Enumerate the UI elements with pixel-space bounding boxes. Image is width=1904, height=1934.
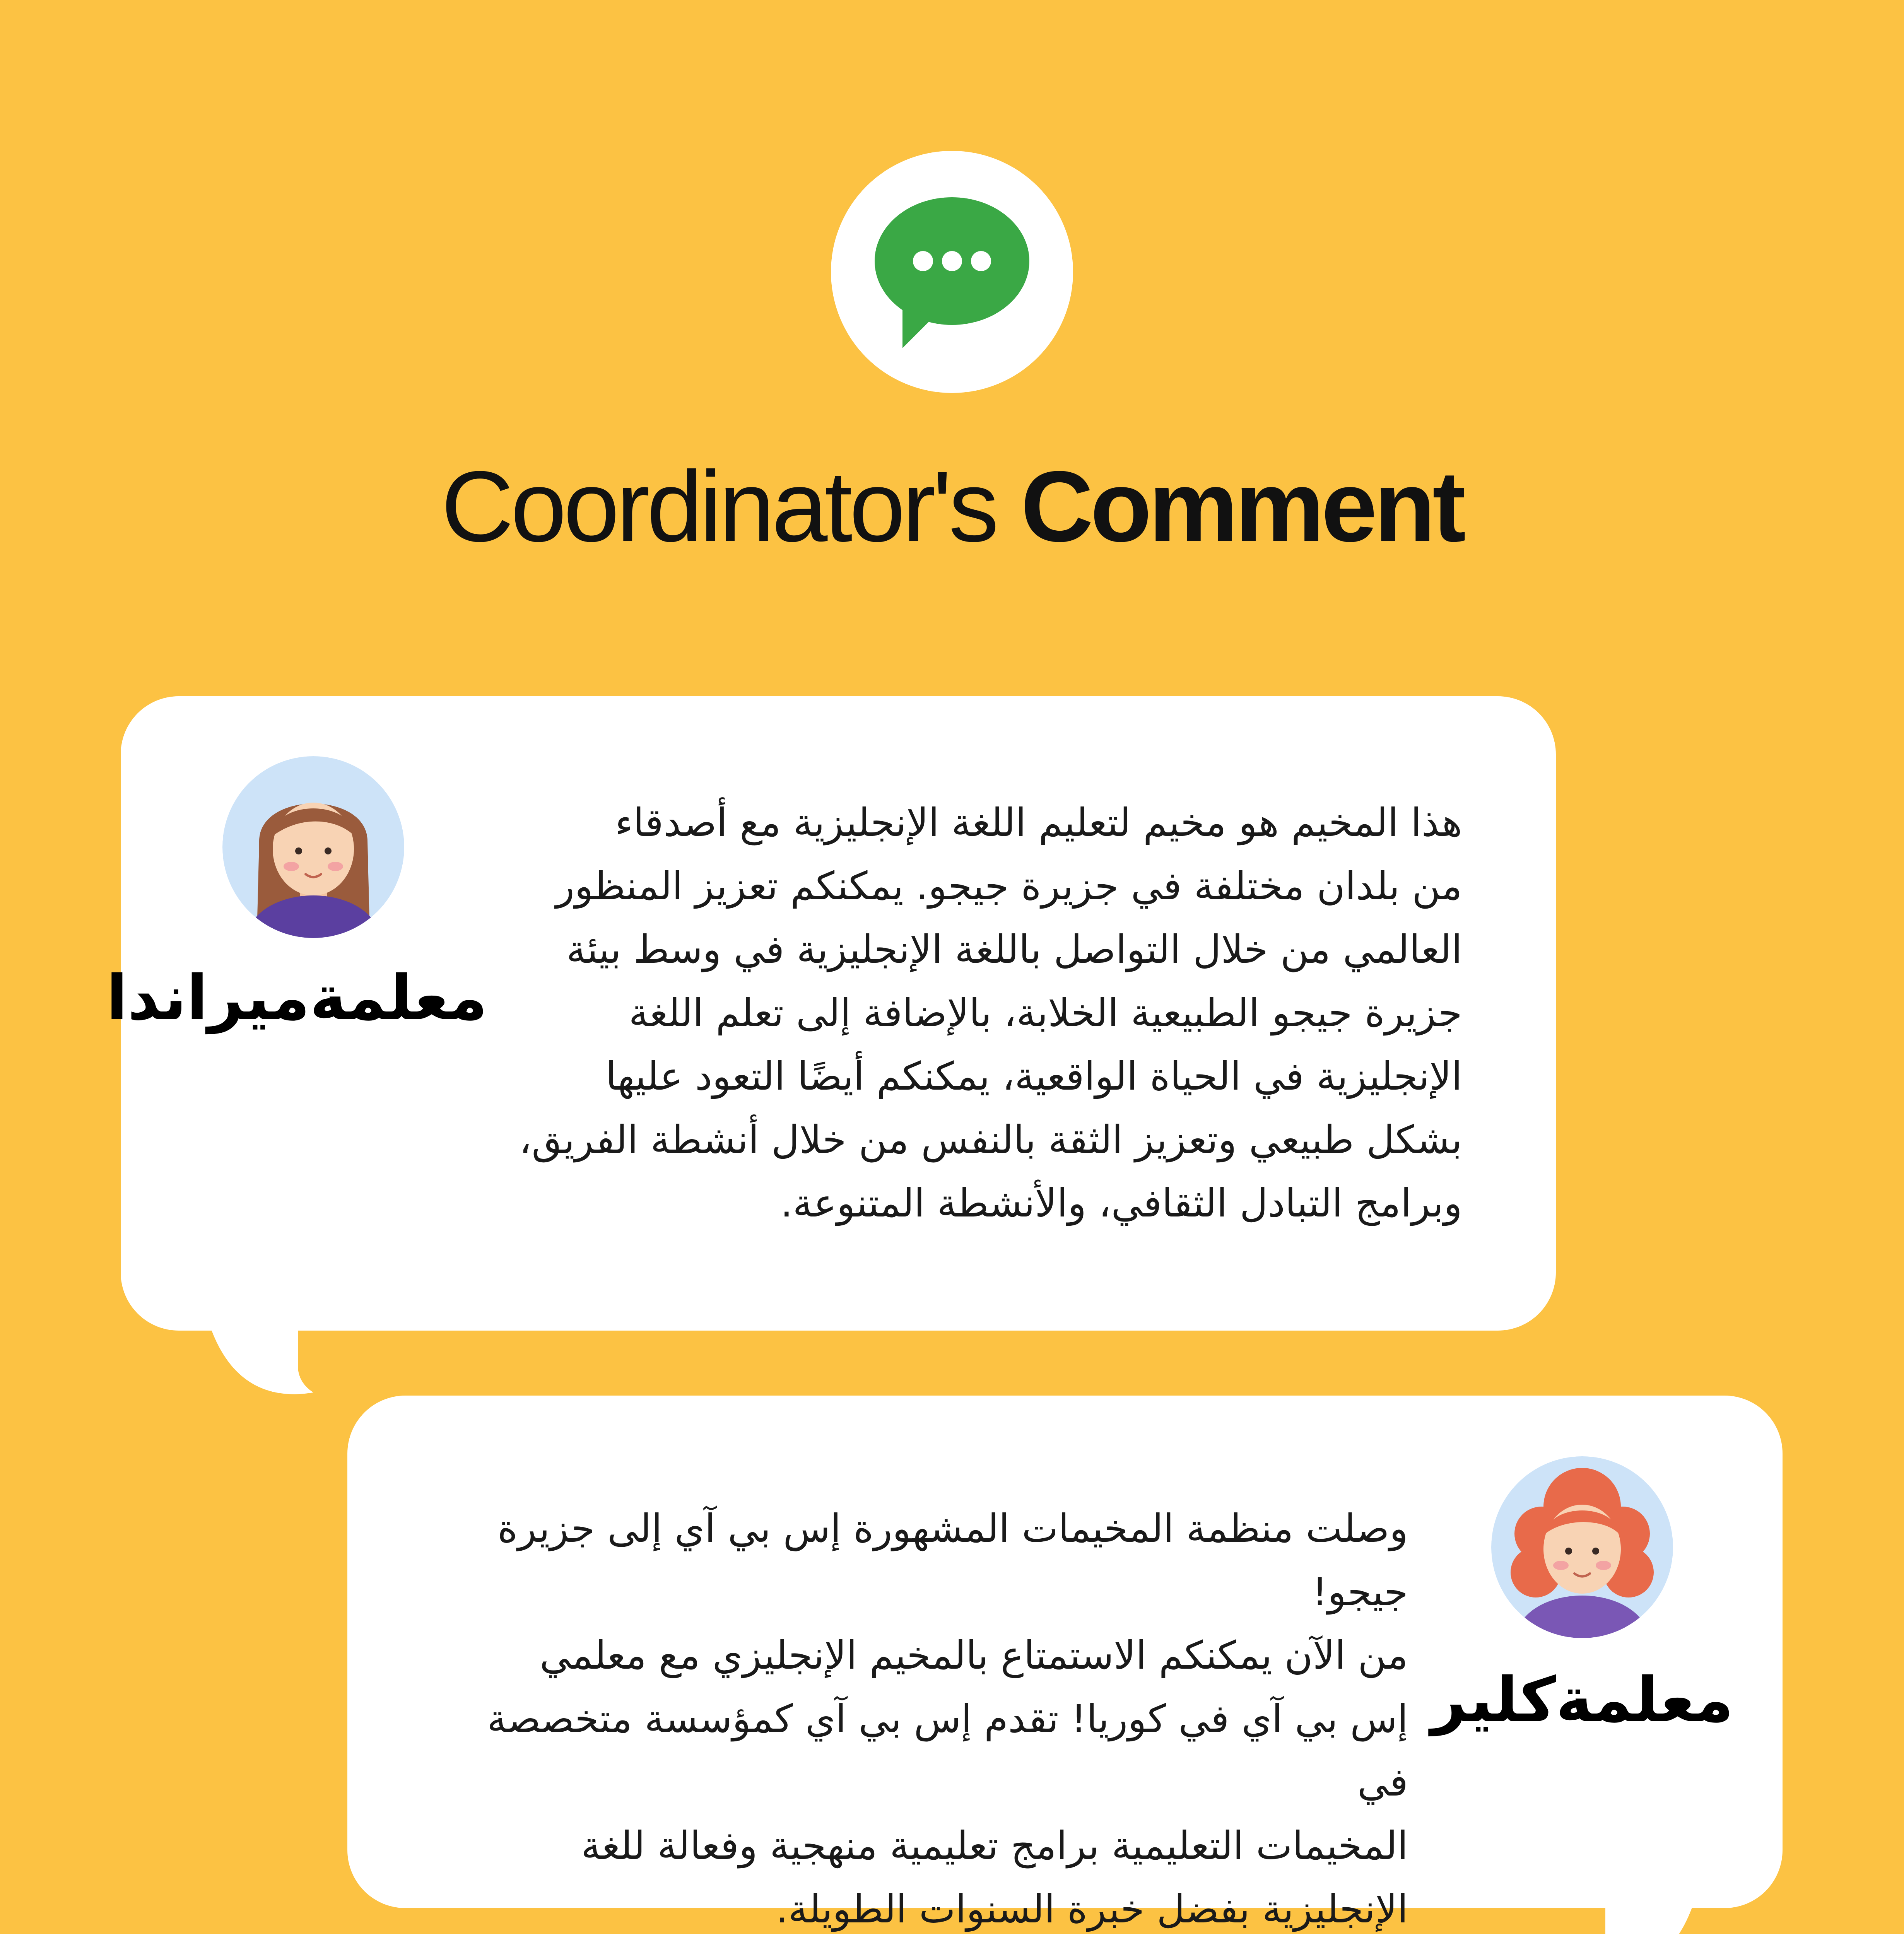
header-chat-badge bbox=[831, 151, 1073, 393]
bubble-tail-right bbox=[1586, 1901, 1694, 1934]
avatar-brown-hair-icon bbox=[222, 756, 404, 938]
comment-text: هذا المخيم هو مخيم لتعليم اللغة الإنجليزية مع أصدقاء من بلدان مختلفة في جزيرة جيجو. يمكنكم تعزيز المنظور العالمي من خلال التواصل باللغة الإنجليزية في وسط بيئة جزيرة جيجو الطبيعية الخلابة، بالإضافة إلى تعلم اللغة الإنجليزية في الحياة الواقعية، يمكنكم أيضًا التعود عليها بشكل طبيعي وتعزيز الثقة بالنفس من خلال أنشطة الفريق، وبرامج التبادل الثقافي، والأنشطة المتنوعة. bbox=[519, 800, 1462, 1226]
title-regular: Coordinator's bbox=[441, 451, 1021, 563]
page-title bbox=[0, 445, 1904, 569]
teacher-name-claire: معلمةكلير bbox=[1431, 1664, 1734, 1736]
comment-text: وصلت منظمة المخيمات المشهورة إس بي آي إلى جزيرة جيجو! من الآن يمكنكم الاستمتاع بالمخيم الإنجليزي مع معلمي إس بي آي في كوريا! تقدم إس بي آي كمؤسسة متخصصة في المخيمات التعليمية برامج تعليمية منهجية وفعالة للغة الإنجليزية بفضل خبرة السنوات الطويلة. bbox=[487, 1506, 1408, 1932]
teacher-name-miranda: معلمةميراندا bbox=[106, 962, 487, 1034]
chat-bubble-icon bbox=[831, 151, 1073, 393]
avatar-red-curly-hair-icon bbox=[1491, 1456, 1673, 1638]
bubble-tail-left bbox=[209, 1323, 317, 1396]
title-bold: Comment bbox=[1020, 451, 1463, 563]
